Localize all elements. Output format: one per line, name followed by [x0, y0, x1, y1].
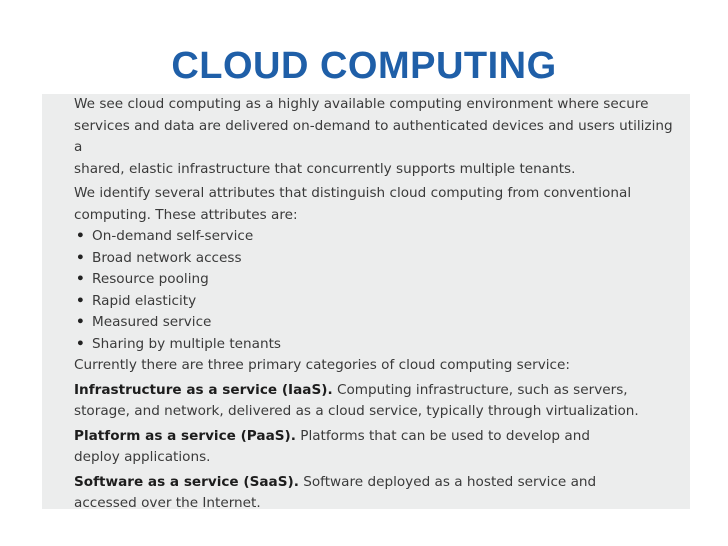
attribute-text: Sharing by multiple tenants	[92, 335, 281, 352]
category-line: storage, and network, delivered as a cloud service, typically through virtualization.	[74, 403, 639, 419]
list-item	[74, 226, 680, 248]
attribute-text: Measured service	[92, 314, 212, 330]
list-item	[74, 334, 680, 356]
list-item	[74, 291, 680, 313]
attributes-intro-line: We identify several attributes that distinguish cloud computing from conventional	[74, 185, 632, 201]
category-paas	[74, 426, 680, 469]
category-description: Computing infrastructure, such as servers,	[332, 381, 628, 398]
list-item	[74, 312, 680, 334]
definition-line: services and data are delivered on-demand to authenticated devices and users utilizing a	[74, 117, 673, 155]
attributes-intro-line: computing. These attributes are:	[74, 206, 298, 223]
slide-title: CLOUD COMPUTING	[171, 45, 557, 87]
category-line	[74, 472, 680, 494]
definition-line: We see cloud computing as a highly available computing environment where secure	[74, 96, 649, 112]
category-line: accessed over the Internet.	[74, 495, 261, 509]
bullet-icon: •	[76, 335, 85, 352]
bullet-icon: •	[76, 228, 85, 244]
category-line	[74, 426, 680, 448]
content-panel	[42, 94, 690, 509]
attribute-text: Resource pooling	[92, 271, 209, 287]
list-item	[74, 269, 680, 291]
category-term: Platform as a service (PaaS).	[74, 427, 296, 444]
attribute-text: Rapid elasticity	[92, 292, 197, 309]
definition-paragraph	[74, 94, 680, 180]
bullet-icon: •	[76, 249, 85, 266]
category-term: Software as a service (SaaS).	[74, 473, 299, 490]
category-description: Platforms that can be used to develop and	[295, 427, 590, 444]
attribute-text: On-demand self-service	[92, 228, 254, 244]
category-line	[74, 380, 680, 402]
attributes-intro	[74, 183, 680, 226]
category-saas	[74, 472, 680, 510]
category-term: Infrastructure as a service (IaaS).	[74, 381, 333, 398]
attributes-list	[74, 226, 680, 355]
bullet-icon: •	[76, 292, 85, 309]
category-iaas	[74, 380, 680, 423]
list-item	[74, 248, 680, 270]
attribute-text: Broad network access	[92, 249, 242, 266]
category-line: deploy applications.	[74, 449, 211, 465]
bullet-icon: •	[76, 271, 85, 287]
category-description: Software deployed as a hosted service and	[298, 473, 597, 490]
definition-line: shared, elastic infrastructure that concurrently supports multiple tenants.	[74, 160, 576, 177]
categories-intro: Currently there are three primary categories of cloud computing service:	[74, 357, 570, 373]
bullet-icon: •	[76, 314, 85, 330]
